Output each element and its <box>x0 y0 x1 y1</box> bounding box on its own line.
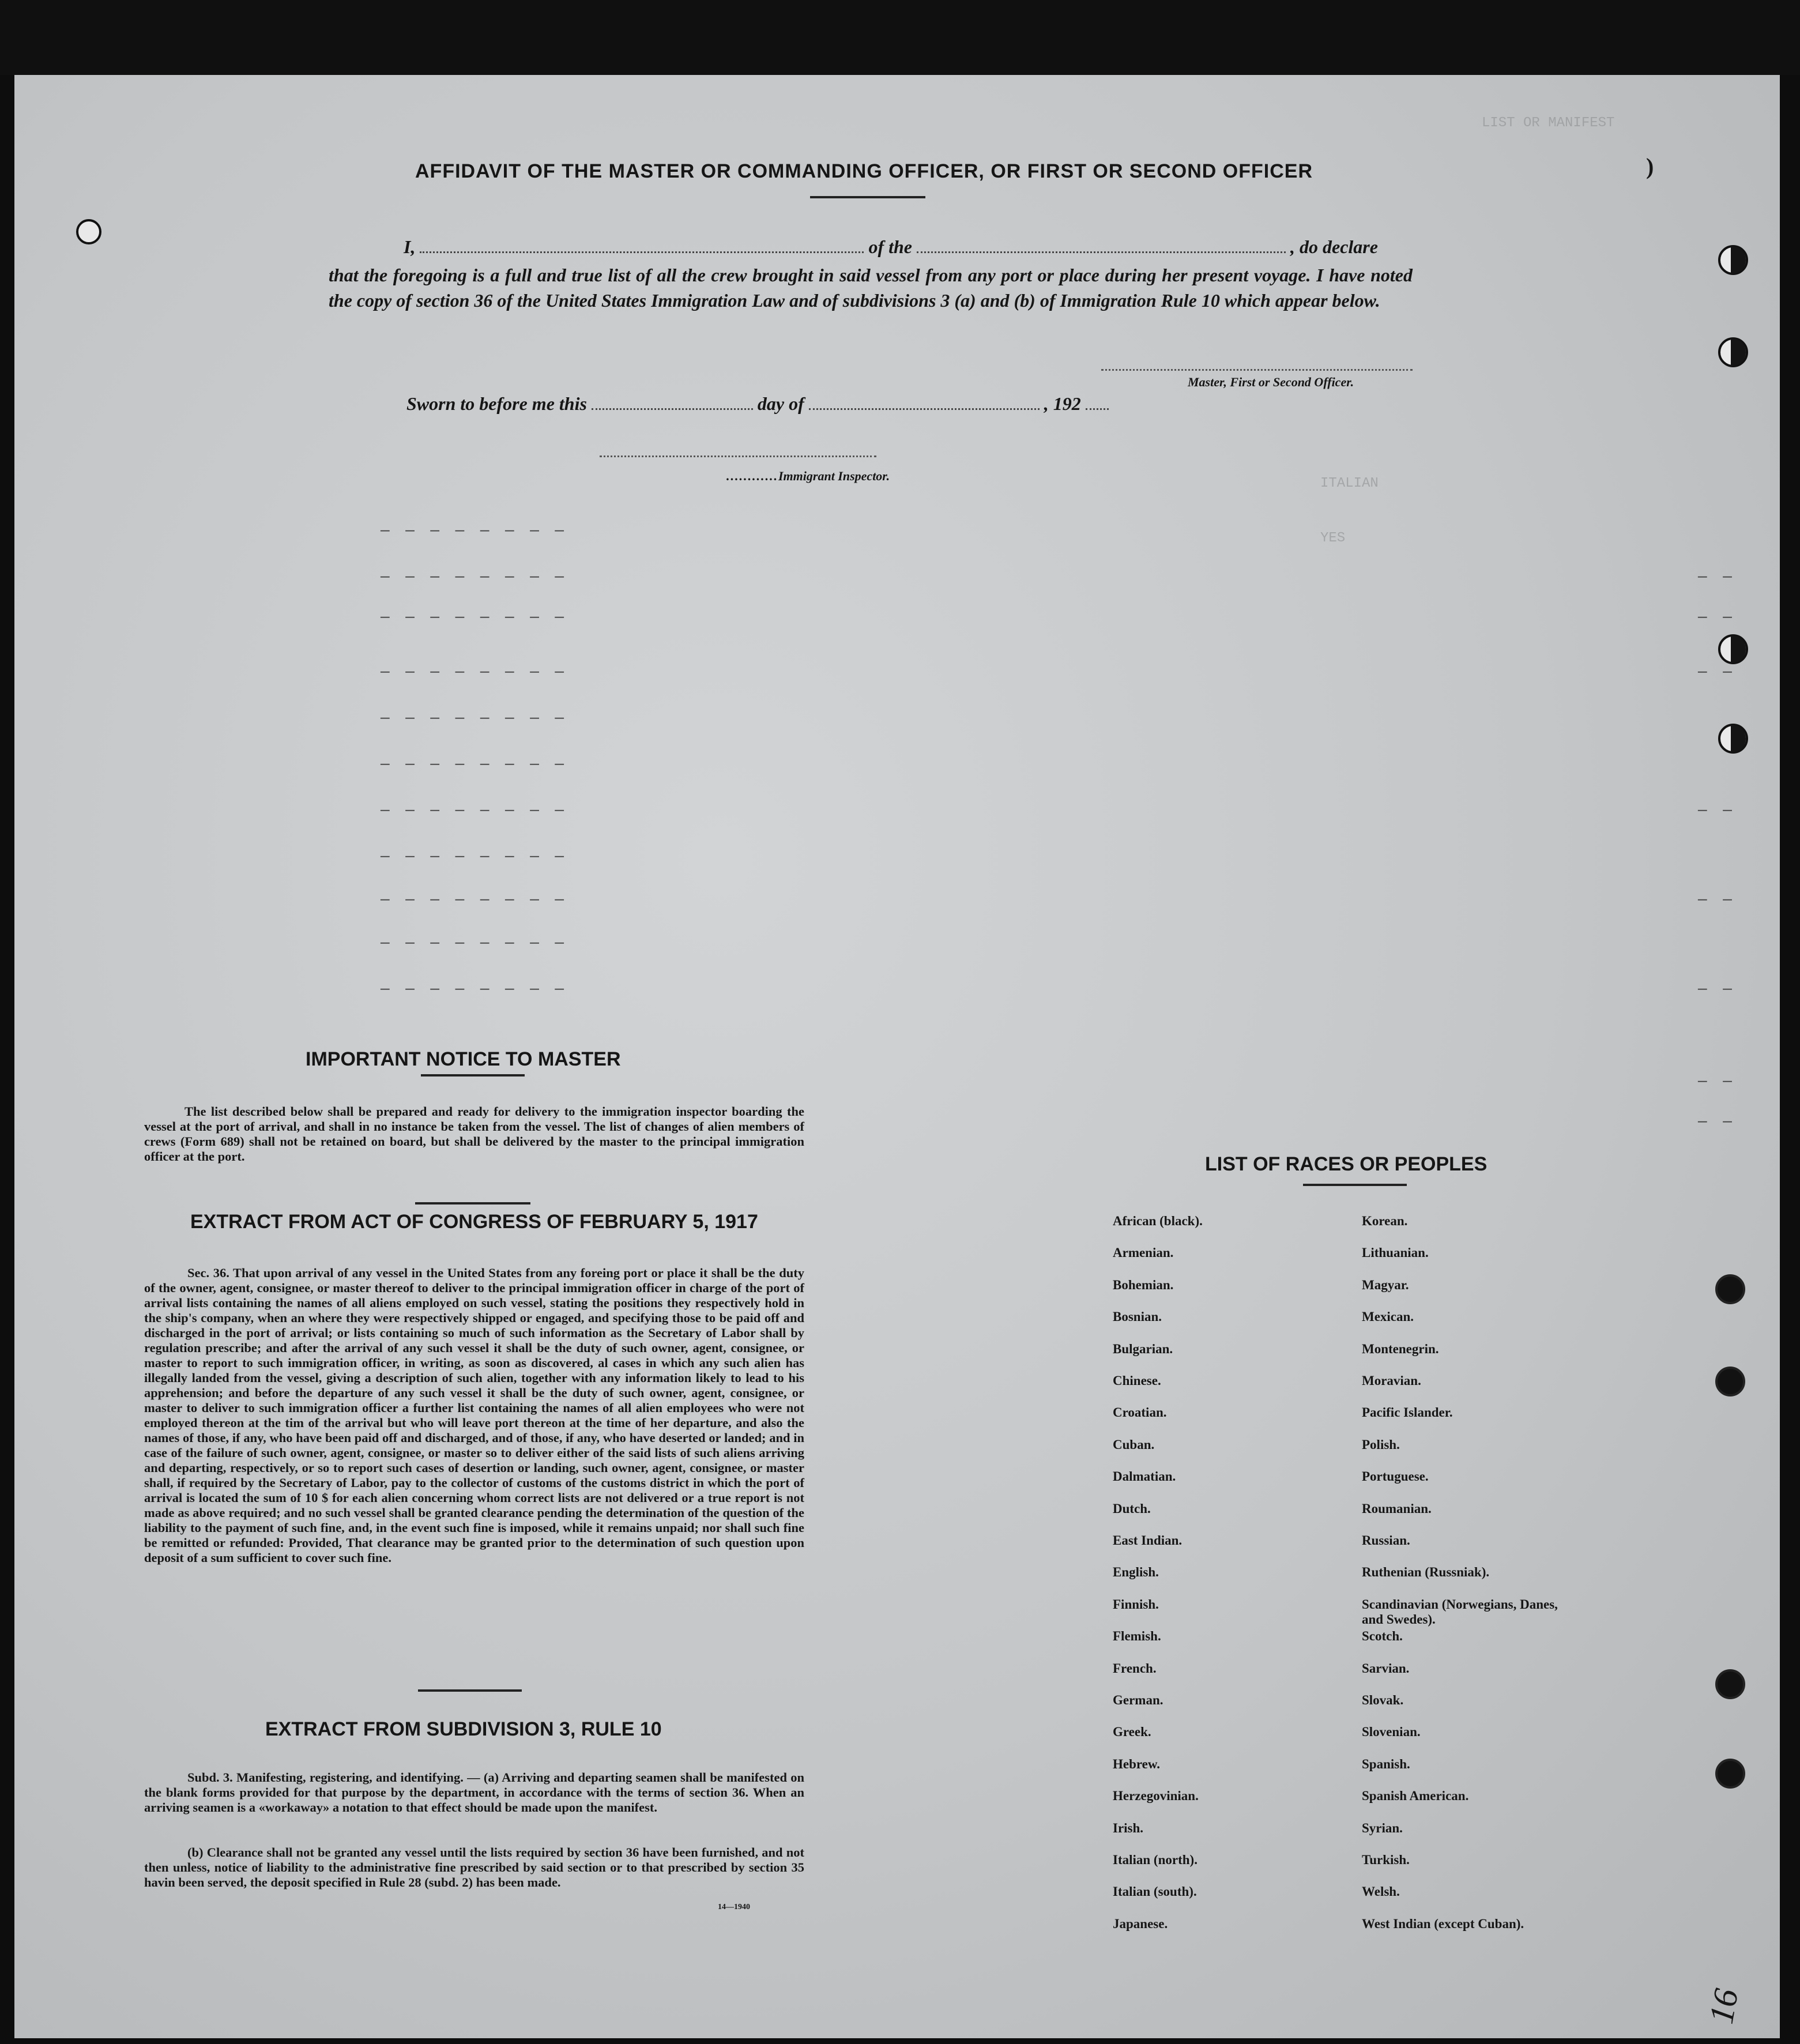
blank-dash: — — <box>1698 568 1735 585</box>
sworn-line: Sworn to before me this day of , 192 <box>406 393 1109 415</box>
punch-hole <box>1718 634 1748 664</box>
blank-dash: — — — — — — — — <box>381 848 568 865</box>
race-item: Slovenian. <box>1362 1725 1421 1740</box>
race-item: French. <box>1113 1661 1157 1676</box>
punch-hole <box>1715 1367 1745 1396</box>
race-item: Slovak. <box>1362 1693 1404 1707</box>
race-item: Greek. <box>1113 1725 1151 1740</box>
race-item: East Indian. <box>1113 1533 1183 1548</box>
notice-heading: IMPORTANT NOTICE TO MASTER <box>306 1048 621 1070</box>
act-body: Sec. 36. That upon arrival of any vessel in the United States from any foreing port or place it shall be the duty of the owner, agent, consignee, or master thereof to deliver to the principal immigration officer in charge of the port of arrival lists containing the names of all aliens employed on such vessel, stating the positions they respectively hold in the ship's company, when an where they were respectively shipped or engaged, and specifying those to be paid off and discharged in the port of arrival; or lists containing so much of such information as the Secretary of Labor shall by regulation prescribe; and after the arrival of any such vessel it shall be the duty of such owner, agent, consignee, or master to report to such immigration officer, in writing, as soon as discovered, al cases in which any such alien has illegally landed from the vessel, giving a description of such alien, together with any information likely to lead to his apprehension; and before the departure of any such vessel it shall be the duty of such owner, agent, consignee, or master to deliver to such immigration officer a further list containing the names of all alien employees who were not employed thereon at the tim of the arrival but who will leave port thereon at the time of her departure, and also the names of those, if any, who have been paid off and discharged, and of those, if any, who have deserted or landed; and in case of the failure of such owner, agent, consignee, or master so to deliver either of the said lists of such aliens arriving and departing, respectively, or so to report such cases of desertion or landing, such owner, agent, consignee, or master shall, if required by the Secretary of Labor, pay to the collector of customs of the customs district in which the port of arrival is located the sum of 10 $ for each alien concerning whom correct lists are not delivered or a true report is not made as above required; and no such vessel shall be granted clearance pending the determination of the question of the liability to the payment of such fine, and, in the event such fine is imposed, while it remains unpaid; nor shall such fine be remitted or refunded: Provided, That clearance may be granted prior to the determination of such question upon deposit of a sum sufficient to cover such fine. <box>144 1266 804 1565</box>
race-item: Polish. <box>1362 1437 1400 1452</box>
race-item: Portuguese. <box>1362 1469 1429 1484</box>
subdivision-para-2: (b) Clearance shall not be granted any vessel until the lists required by section 36 have been furnished, and not then unless, notice of liability to the administrative fine prescribed by said section or to that prescribed by section 35 havin been served, the deposit specified in Rule 28 (subd. 2) has been made. <box>144 1845 804 1889</box>
blank-dash: — — — — — — — — <box>381 568 568 585</box>
blank-dash: — — <box>1698 980 1735 997</box>
race-item: German. <box>1113 1693 1163 1707</box>
subdivision-heading: EXTRACT FROM SUBDIVISION 3, RULE 10 <box>265 1718 662 1740</box>
race-item: African (black). <box>1113 1214 1203 1228</box>
scan-border-top <box>0 0 1800 75</box>
subdivision-para-1: Subd. 3. Manifesting, registering, and identifying. — (a) Arriving and departing seamen shall be manifested on the blank forms provided for that purpose by the department, in accordance with the terms of section 36. When an arriving seamen is a «workaway» a notation to that effect should be made upon the manifest. <box>144 1770 804 1815</box>
race-item: Dutch. <box>1113 1501 1151 1516</box>
punch-hole <box>1718 337 1748 367</box>
race-item: Scotch. <box>1362 1629 1403 1644</box>
blank-dash: — — — — — — — — <box>381 522 568 539</box>
race-item: Turkish. <box>1362 1853 1410 1867</box>
blank-dash: — — — — — — — — <box>381 709 568 726</box>
blank-dash: — — — — — — — — <box>381 891 568 908</box>
race-item: Italian (north). <box>1113 1853 1198 1867</box>
blank-dash: — — — — — — — — <box>381 755 568 773</box>
race-item: Roumanian. <box>1362 1501 1432 1516</box>
punch-hole <box>1715 1274 1745 1304</box>
race-item: Chinese. <box>1113 1373 1161 1388</box>
race-item: Spanish. <box>1362 1756 1410 1771</box>
divider <box>421 1074 525 1076</box>
blank-dash: — — — — — — — — <box>381 934 568 951</box>
race-item: Flemish. <box>1113 1629 1161 1644</box>
blank-dash: — — — — — — — — <box>381 663 568 680</box>
race-item: Japanese. <box>1113 1916 1168 1931</box>
race-item: Korean. <box>1362 1214 1408 1228</box>
ghost-text: ITALIAN <box>1320 476 1379 491</box>
blank-dash: — — <box>1698 1072 1735 1090</box>
race-item: Russian. <box>1362 1533 1410 1548</box>
page-number-annotation: 16 <box>1701 1986 1746 2027</box>
document-page <box>14 75 1780 2038</box>
race-item: Ruthenian (Russniak). <box>1362 1565 1490 1580</box>
affidavit-body: that the foregoing is a full and true list of all the crew brought in said vessel from any port or place during her present voyage. I have noted the copy of section 36 of the United States Immigration Law and of subdivisions 3 (a) and (b) of Immigration Rule 10 which appear below. <box>329 265 1413 311</box>
punch-hole <box>1718 245 1748 275</box>
race-item: Bulgarian. <box>1113 1341 1173 1356</box>
ghost-text: LIST OR MANIFEST <box>1482 115 1615 131</box>
race-item: Croatian. <box>1113 1405 1167 1420</box>
race-item: Pacific Islander. <box>1362 1405 1453 1420</box>
race-item: Lithuanian. <box>1362 1245 1429 1260</box>
race-item: Cuban. <box>1113 1437 1155 1452</box>
race-item: Welsh. <box>1362 1884 1400 1899</box>
blank-dash: — — — — — — — — <box>381 980 568 997</box>
race-item: Syrian. <box>1362 1820 1403 1835</box>
punch-hole <box>1715 1759 1745 1789</box>
inspector-line <box>600 456 876 457</box>
blank-dash: — — <box>1698 663 1735 680</box>
race-item: Montenegrin. <box>1362 1341 1439 1356</box>
race-item: Bosnian. <box>1113 1309 1162 1324</box>
divider <box>418 1689 522 1692</box>
race-item: Moravian. <box>1362 1373 1421 1388</box>
race-item: Bohemian. <box>1113 1277 1174 1292</box>
divider <box>1303 1184 1407 1186</box>
punch-hole <box>1718 724 1748 754</box>
race-item: Sarvian. <box>1362 1661 1410 1676</box>
race-item: West Indian (except Cuban). <box>1362 1916 1524 1931</box>
race-item: Spanish American. <box>1362 1789 1469 1804</box>
form-number: 14—1940 <box>718 1903 750 1911</box>
race-item: Armenian. <box>1113 1245 1174 1260</box>
marginal-mark: ) <box>1646 153 1654 179</box>
affidavit-line-1: I, of the , do declare <box>404 236 1378 257</box>
blank-dash: — — <box>1698 891 1735 908</box>
race-item: Hebrew. <box>1113 1756 1160 1771</box>
race-item: Irish. <box>1113 1820 1144 1835</box>
signature-caption: Master, First or Second Officer. <box>1188 375 1354 389</box>
notice-body: The list described below shall be prepared and ready for delivery to the immigration inspector boarding the vessel at the port of arrival, and shall in no instance be taken from the vessel. The list of changes of alien members of crews (Form 689) shall not be retained on board, but shall be delivered by the master to the principal immigration officer at the port. <box>144 1104 804 1164</box>
race-item: Italian (south). <box>1113 1884 1197 1899</box>
blank-dash: — — — — — — — — <box>381 801 568 819</box>
race-item: English. <box>1113 1565 1159 1580</box>
race-item: Scandinavian (Norwegians, Danes, and Swedes). <box>1362 1597 1558 1627</box>
signature-line <box>1101 369 1413 371</box>
blank-dash: — — — — — — — — <box>381 608 568 626</box>
blank-dash: — — <box>1698 608 1735 626</box>
race-item: Herzegovinian. <box>1113 1789 1199 1804</box>
race-item: Dalmatian. <box>1113 1469 1176 1484</box>
punch-hole <box>1715 1669 1745 1699</box>
race-item: Mexican. <box>1362 1309 1414 1324</box>
race-item: Finnish. <box>1113 1597 1159 1612</box>
divider <box>810 196 925 198</box>
act-heading: EXTRACT FROM ACT OF CONGRESS OF FEBRUARY 5, 1917 <box>190 1211 758 1233</box>
ghost-text: YES <box>1320 530 1346 546</box>
affidavit-title: AFFIDAVIT OF THE MASTER OR COMMANDING OFFICER, OR FIRST OR SECOND OFFICER <box>415 160 1313 182</box>
punch-hole <box>76 219 101 244</box>
races-heading: LIST OF RACES OR PEOPLES <box>1205 1153 1488 1175</box>
divider <box>415 1202 530 1204</box>
blank-dash: — — <box>1698 1113 1735 1130</box>
race-item: Magyar. <box>1362 1277 1409 1292</box>
inspector-caption: ............Immigrant Inspector. <box>726 469 890 483</box>
blank-dash: — — <box>1698 801 1735 819</box>
